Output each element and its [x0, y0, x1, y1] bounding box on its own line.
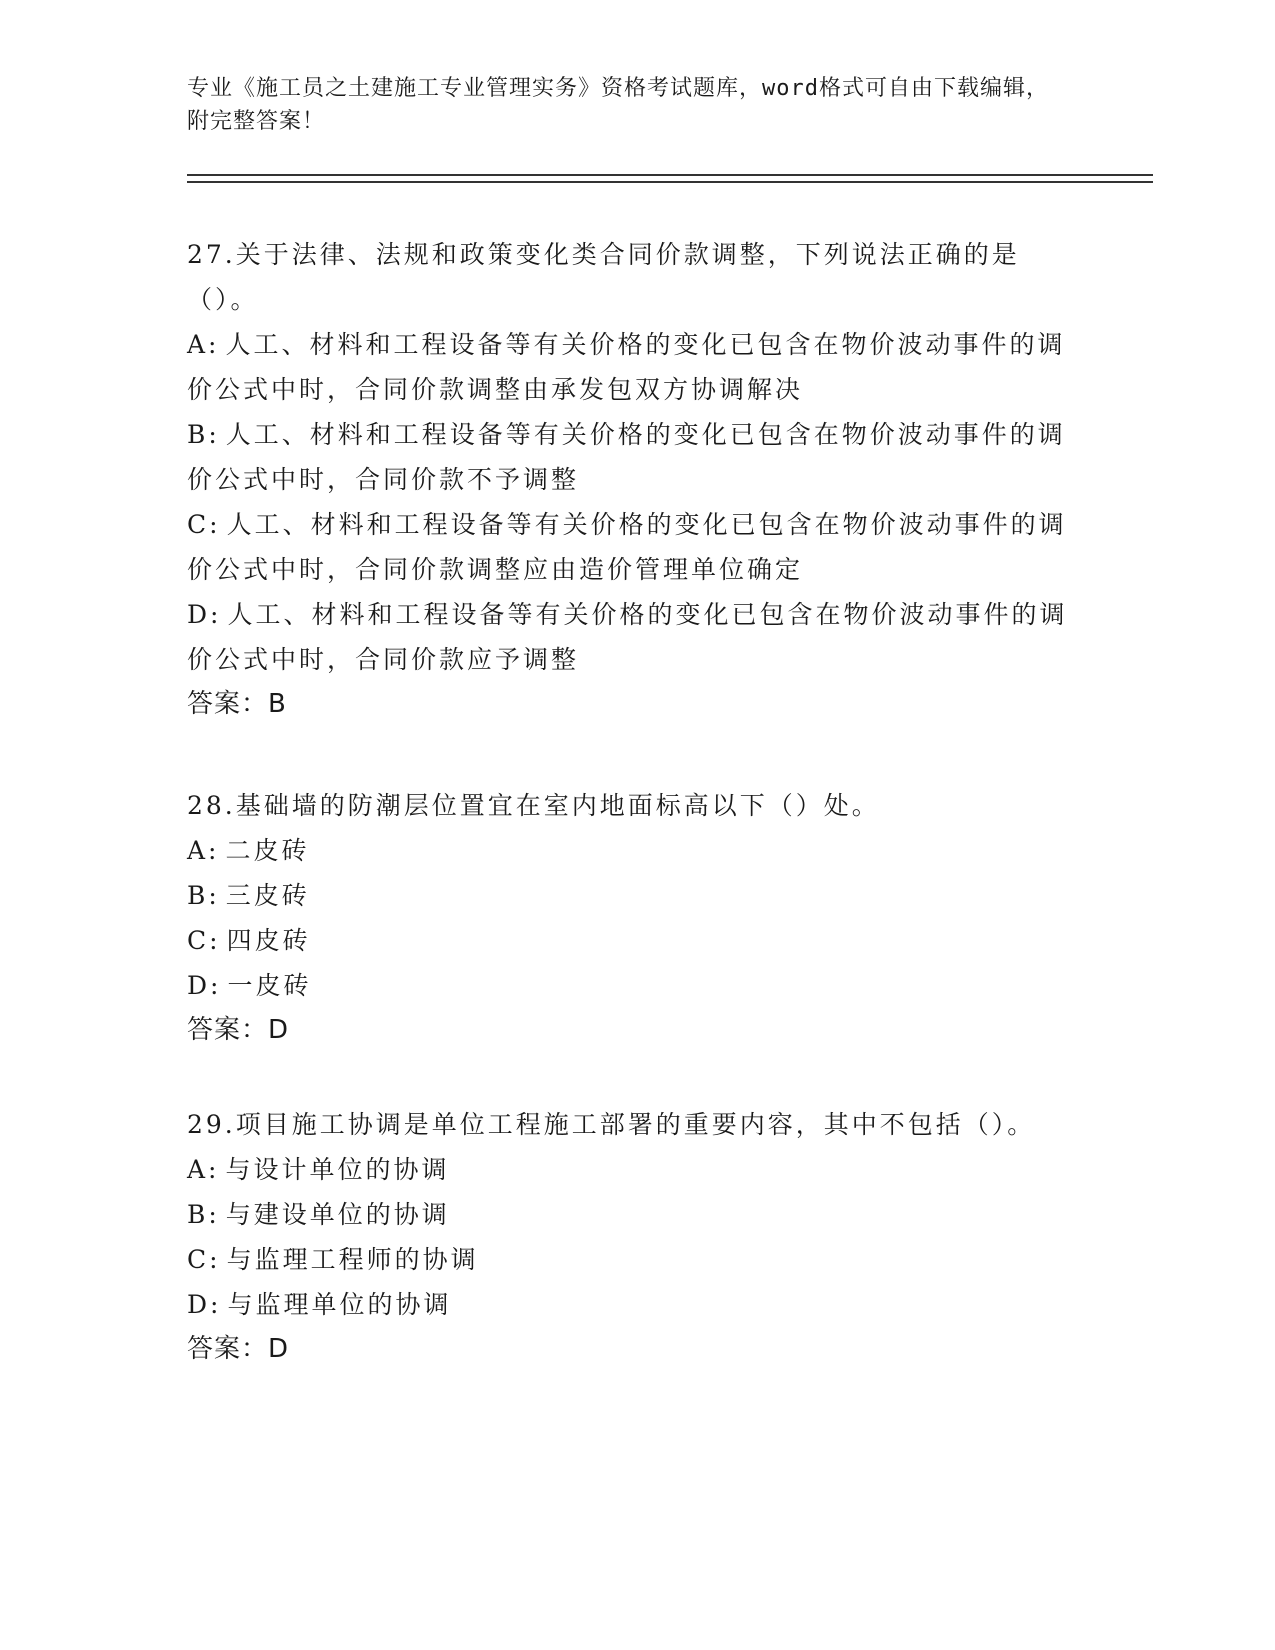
option-b [187, 412, 1087, 502]
option-text: 人工、材料和工程设备等有关价格的变化已包含在物价波动事件的调价公式中时，合同价款不予调整 [187, 420, 1066, 494]
answer-line: 答案：D [187, 1334, 290, 1364]
option-text: 与监理工程师的协调 [226, 1245, 479, 1274]
option-a [187, 322, 1087, 412]
header-text: 专业《施工员之土建施工专业管理实务》资格考试题库，word格式可自由下载编辑，附完整答案！ [187, 76, 1049, 134]
question-stem: 28.基础墙的防潮层位置宜在室内地面标高以下（）处。 [187, 791, 880, 820]
question-27 [187, 232, 1087, 727]
option-d [187, 963, 1087, 1008]
question-stem: 27.关于法律、法规和政策变化类合同价款调整，下列说法正确的是（）。 [187, 240, 1020, 314]
option-letter: D: [187, 1290, 222, 1319]
answer-line: 答案：B [187, 689, 287, 719]
option-d [187, 1282, 1087, 1327]
option-text: 人工、材料和工程设备等有关价格的变化已包含在物价波动事件的调价公式中时，合同价款调整应由造价管理单位确定 [187, 510, 1067, 584]
option-c [187, 502, 1087, 592]
option-text: 一皮砖 [227, 971, 312, 1000]
option-b [187, 873, 1087, 918]
option-letter: B: [187, 881, 220, 910]
answer-line: 答案：D [187, 1015, 290, 1045]
option-a [187, 1147, 1087, 1192]
option-text: 二皮砖 [225, 836, 310, 865]
option-letter: A: [187, 330, 220, 359]
option-c [187, 1237, 1087, 1282]
option-letter: A: [187, 836, 220, 865]
option-letter: D: [187, 600, 222, 629]
option-text: 四皮砖 [226, 926, 311, 955]
option-d [187, 592, 1087, 682]
question-stem: 29.项目施工协调是单位工程施工部署的重要内容，其中不包括（）。 [187, 1110, 1036, 1139]
question-28 [187, 783, 1087, 1053]
option-text: 人工、材料和工程设备等有关价格的变化已包含在物价波动事件的调价公式中时，合同价款调整由承发包双方协调解决 [187, 330, 1066, 404]
header-divider-top [187, 174, 1153, 176]
option-letter: D: [187, 971, 222, 1000]
question-29 [187, 1102, 1087, 1372]
option-b [187, 1192, 1087, 1237]
option-text: 与设计单位的协调 [225, 1155, 450, 1184]
option-text: 三皮砖 [225, 881, 310, 910]
option-letter: B: [187, 1200, 220, 1229]
option-letter: A: [187, 1155, 220, 1184]
option-text: 人工、材料和工程设备等有关价格的变化已包含在物价波动事件的调价公式中时，合同价款应予调整 [187, 600, 1068, 674]
option-letter: C: [187, 1245, 221, 1274]
option-a [187, 828, 1087, 873]
option-c [187, 918, 1087, 963]
option-letter: B: [187, 420, 220, 449]
option-text: 与建设单位的协调 [225, 1200, 450, 1229]
option-text: 与监理单位的协调 [227, 1290, 452, 1319]
document-header [187, 72, 1067, 138]
option-letter: C: [187, 926, 221, 955]
option-letter: C: [187, 510, 221, 539]
header-divider-bottom [187, 181, 1153, 183]
